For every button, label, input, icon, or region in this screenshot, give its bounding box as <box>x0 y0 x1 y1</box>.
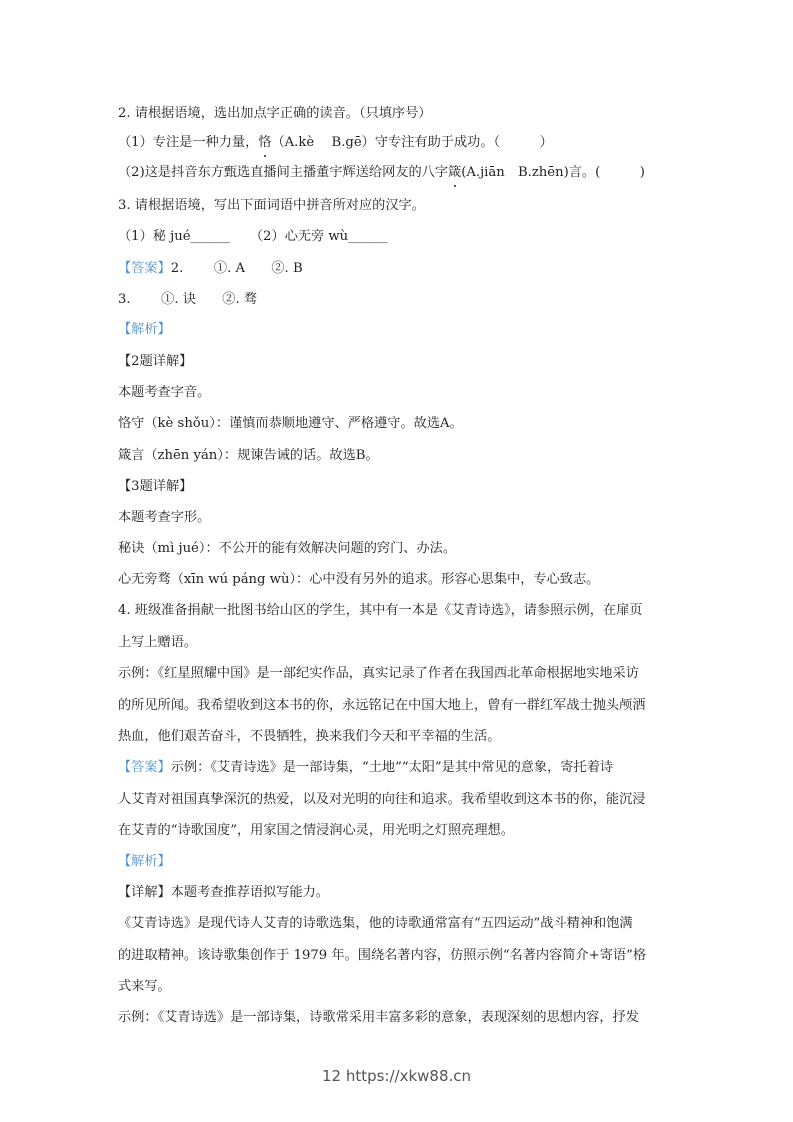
q2-title: 2. 请根据语境，选出加点字正确的读音。（只填序号） <box>118 106 432 121</box>
q2-item-1 <box>118 134 553 152</box>
q3-items: （1）秘 jué______ （2）心无旁 wù______ <box>118 229 388 244</box>
detail-heading: 【详解】 <box>118 885 171 900</box>
answer-1-line-1 <box>118 260 303 278</box>
answer-2-line-3: 在艾青的“诗歌国度”，用家国之情浸润心灵，用光明之灯照亮理想。 <box>118 823 514 838</box>
dotted-char: 箴 <box>448 165 462 180</box>
q4-line-1: 4. 班级准备捐献一批图书给山区的学生，其中有一本是《艾青诗选》，请参照示例，在扉页 <box>118 603 643 618</box>
q4-example-line-3: 热血，他们艰苦奋斗，不畏牺牲，换来我们今天和平幸福的生活。 <box>118 729 501 744</box>
analysis-label: 【解析】 <box>118 854 171 869</box>
answer-2-line-2: 人艾青对祖国真挚深沉的热爱，以及对光明的向往和追求。我希望收到这本书的你，能沉浸 <box>118 792 646 807</box>
page-footer: 12 https://xkw88.cn <box>321 1067 472 1085</box>
detail-line-2: 的进取精神。该诗歌集创作于 1979 年。围绕名著内容，仿照示例“名著内容简介+寄语”格 <box>118 948 647 963</box>
q2-detail-line-1: 本题考查字音。 <box>118 385 211 400</box>
q3-title: 3. 请根据语境，写出下面词语中拼音所对应的汉字。 <box>118 198 425 213</box>
detail-line-4: 示例：《艾青诗选》是一部诗集，诗歌常采用丰富多彩的意象，表现深刻的思想内容，抒发 <box>118 1010 639 1025</box>
q3-detail-line-2: 秘诀（mì jué）：不公开的能有效解决问题的窍门、办法。 <box>118 541 457 556</box>
q2-item-1-post: （A.kè B.gē）守专注有助于成功。（ ） <box>271 135 553 150</box>
detail-heading-line <box>118 884 329 902</box>
q2-item-2-pre: （2)这是抖音东方甄选直播间主播董宇辉送给网友的八字 <box>118 165 449 180</box>
q2-detail-heading: 【2题详解】 <box>118 354 193 369</box>
answer-1-text: 2. ①. A ②. B <box>170 261 303 276</box>
answer-1-line-2: 3. ①. 诀 ②. 骛 <box>118 292 258 307</box>
detail-line-1: 《艾青诗选》是现代诗人艾青的诗歌选集，他的诗歌通常富有“五四运动”战斗精神和饱满 <box>118 916 633 931</box>
detail-line-3: 式来写。 <box>118 979 171 994</box>
answer-2-line-1 <box>118 759 613 777</box>
q2-detail-line-2: 恪守（kè shǒu）：谨慎而恭顺地遵守、严格遵守。故选A。 <box>118 416 463 431</box>
q2-item-1-pre: （1）专注是一种力量， <box>118 135 259 150</box>
q3-detail-heading: 【3题详解】 <box>118 479 193 494</box>
q3-detail-line-3: 心无旁骛（xīn wú páng wù）：心中没有另外的追求。形容心思集中，专心致志。 <box>118 572 600 587</box>
detail-heading-text: 本题考查推荐语拟写能力。 <box>170 885 329 900</box>
answer-label: 【答案】 <box>118 261 171 276</box>
q2-detail-line-3: 箴言（zhēn yán）：规谏告诫的话。故选B。 <box>118 448 379 463</box>
q4-line-2: 上写上赠语。 <box>118 635 198 650</box>
answer-2-text: 示例：《艾青诗选》是一部诗集，“土地”“太阳”是其中常见的意象，寄托着诗 <box>170 760 614 775</box>
answer-label: 【答案】 <box>118 760 171 775</box>
q2-item-2 <box>118 164 645 182</box>
q4-example-line-1: 示例：《红星照耀中国》是一部纪实作品，真实记录了作者在我国西北革命根据地实地采访 <box>118 666 639 681</box>
q4-example-line-2: 的所见所闻。我希望收到这本书的你，永远铭记在中国大地上，曾有一群红军战士抛头颅洒 <box>118 698 646 713</box>
dotted-char: 恪 <box>258 135 272 150</box>
q3-detail-line-1: 本题考查字形。 <box>118 510 211 525</box>
analysis-label: 【解析】 <box>118 322 171 337</box>
q2-item-2-post: (A.jiān B.zhēn)言。( ) <box>461 165 645 180</box>
